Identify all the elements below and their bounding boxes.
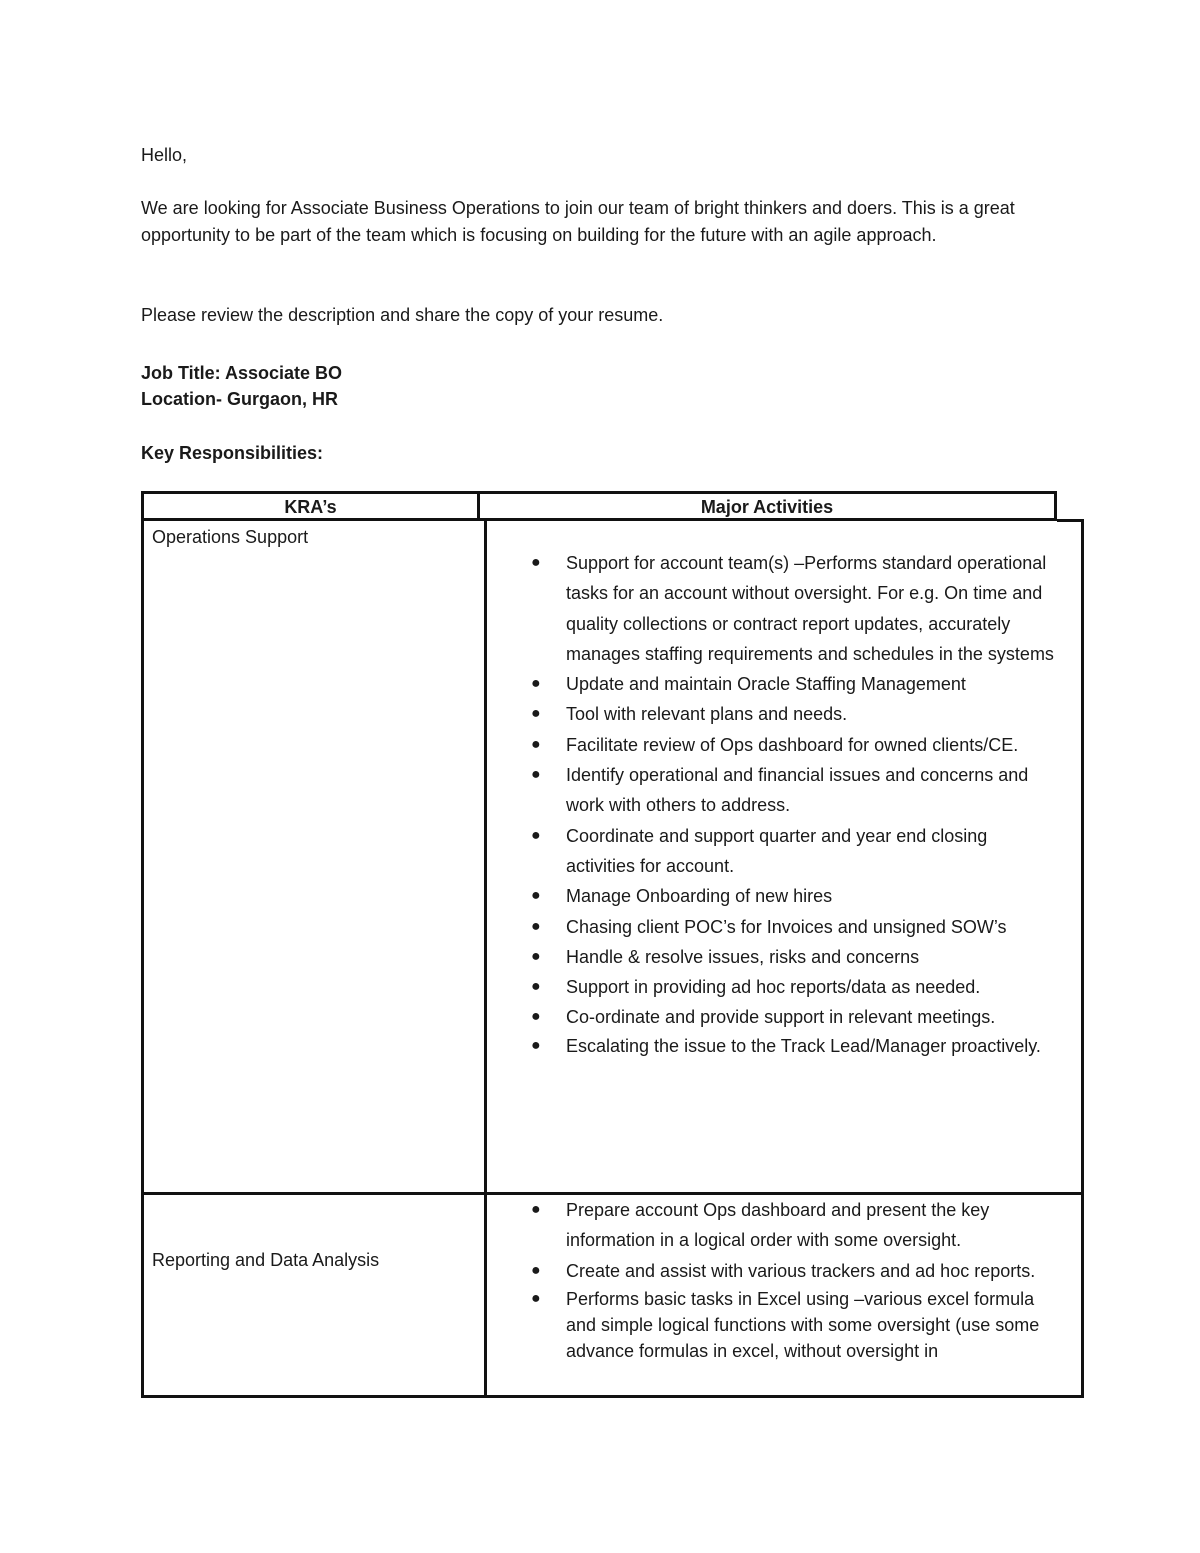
bullet-dot-icon: ● (531, 1261, 541, 1279)
list-item: ● Prepare account Ops dashboard and present the key information in a logical order with some oversight. (528, 1195, 1058, 1256)
table-header-major-activities: Major Activities (477, 491, 1057, 521)
list-item: ● Manage Onboarding of new hires (528, 881, 1058, 911)
bullet-dot-icon: ● (531, 947, 541, 965)
review-request: Please review the description and share the copy of your resume. (141, 305, 664, 325)
job-title: Job Title: Associate BO (141, 363, 343, 383)
bullet-dot-icon: ● (531, 887, 541, 905)
reporting-activities (528, 1195, 1058, 1364)
list-item: ● Tool with relevant plans and needs. (528, 699, 1058, 729)
bullet-dot-icon: ● (531, 1008, 541, 1026)
kra-reporting-data-analysis: Reporting and Data Analysis (152, 1250, 380, 1270)
list-item: ● Escalating the issue to the Track Lead/Manager proactively. (528, 1033, 1058, 1059)
table-column-divider (484, 521, 487, 1396)
bullet-dot-icon: ● (531, 705, 541, 723)
key-responsibilities-heading: Key Responsibilities: (141, 443, 324, 463)
list-item: ● Support in providing ad hoc reports/data as needed. (528, 972, 1058, 1002)
list-item: ● Coordinate and support quarter and year end closing activities for account. (528, 821, 1058, 882)
list-item: ● Support for account team(s) –Performs standard operational tasks for an account without oversight. For e.g. On time and quality collections or contract report updates, accurately manages staffing requirements and schedules in the systems (528, 548, 1058, 669)
bullet-dot-icon: ● (531, 1289, 541, 1307)
bullet-dot-icon: ● (531, 826, 541, 844)
bullet-dot-icon: ● (531, 735, 541, 753)
operations-support-activities (528, 548, 1058, 1059)
table-header-kra: KRA’s (141, 491, 477, 521)
job-location: Location- Gurgaon, HR (141, 389, 338, 409)
list-item: ● Facilitate review of Ops dashboard for owned clients/CE. (528, 730, 1058, 760)
list-item: ● Performs basic tasks in Excel using –various excel formula and simple logical functions with some oversight (use some advance formulas in excel, without oversight in (528, 1286, 1058, 1364)
bullet-dot-icon: ● (531, 1201, 541, 1218)
bullet-dot-icon: ● (531, 978, 541, 996)
list-item: ● Co-ordinate and provide support in relevant meetings. (528, 1002, 1058, 1032)
list-item: ● Update and maintain Oracle Staffing Management (528, 669, 1058, 699)
bullet-dot-icon: ● (531, 917, 541, 935)
greeting: Hello, (141, 145, 188, 165)
list-item: ● Chasing client POC’s for Invoices and unsigned SOW’s (528, 912, 1058, 942)
list-item: ● Identify operational and financial issues and concerns and work with others to address. (528, 760, 1058, 821)
bullet-dot-icon: ● (531, 1036, 541, 1054)
intro-paragraph: We are looking for Associate Business Operations to join our team of bright thinkers and doers. This is a great opportunity to be part of the team which is focusing on building for the future with an agile approach. (141, 198, 1015, 245)
list-item: ● Create and assist with various trackers and ad hoc reports. (528, 1256, 1058, 1286)
list-item: ● Handle & resolve issues, risks and concerns (528, 942, 1058, 972)
kra-operations-support: Operations Support (152, 527, 309, 547)
bullet-dot-icon: ● (531, 554, 541, 571)
bullet-dot-icon: ● (531, 766, 541, 784)
bullet-dot-icon: ● (531, 675, 541, 693)
